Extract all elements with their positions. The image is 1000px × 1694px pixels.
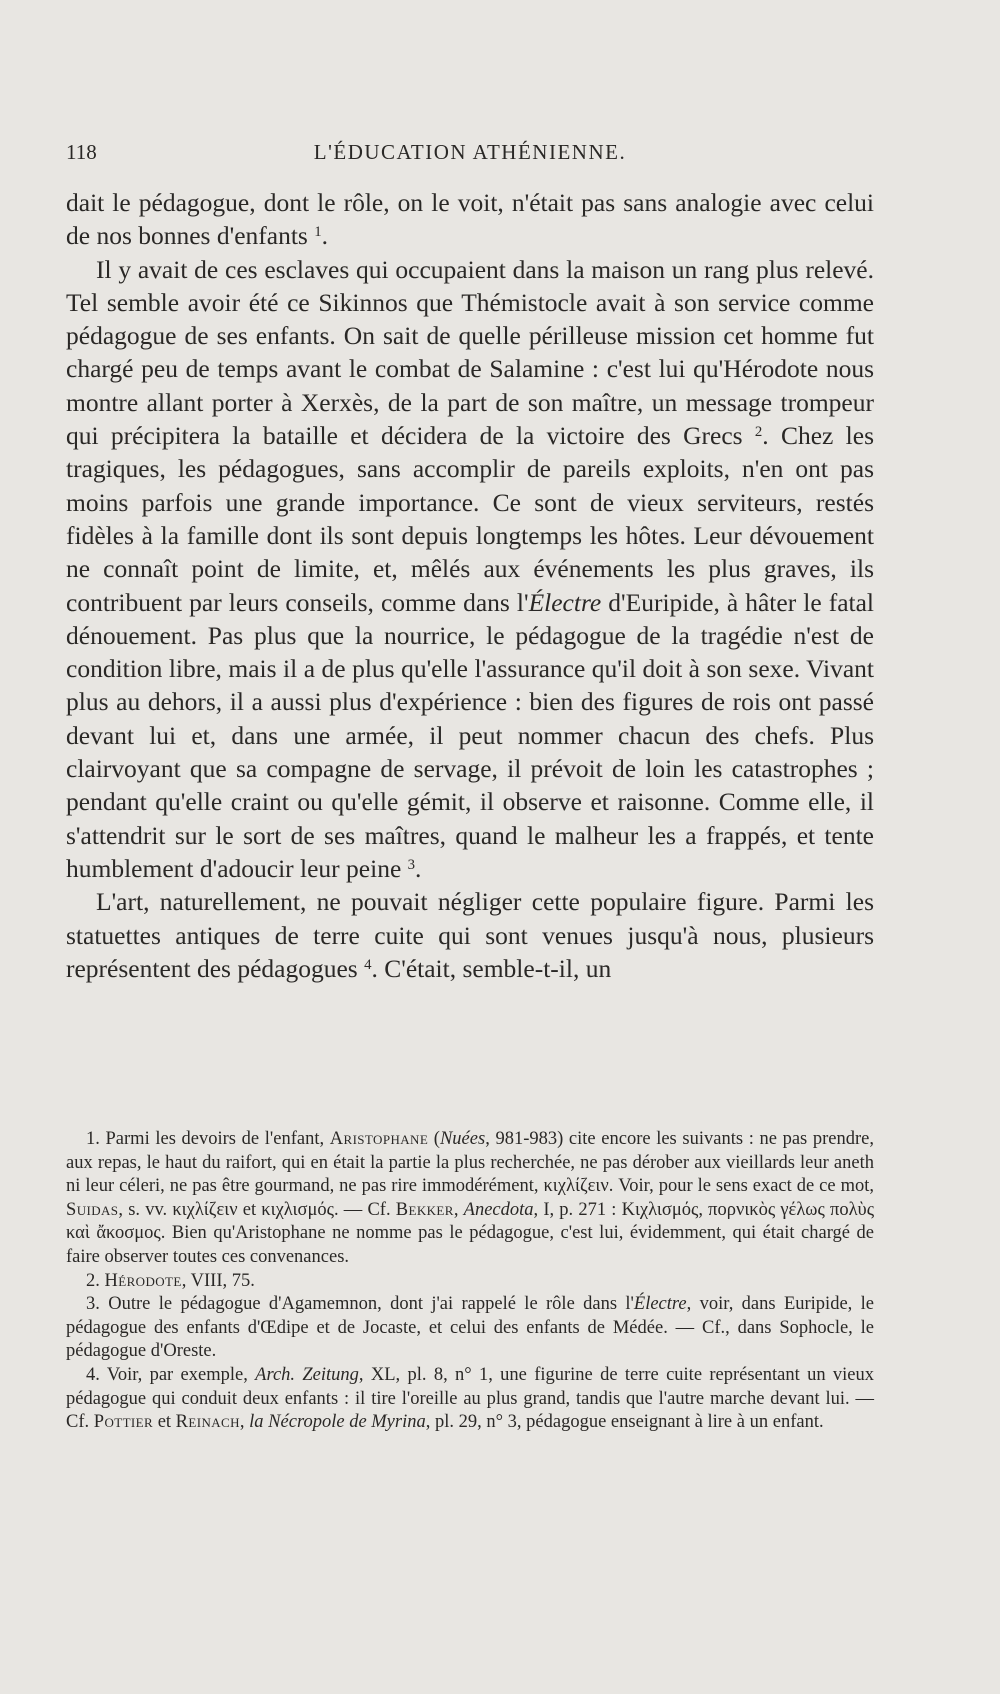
author-name: Reinach: [175, 1412, 240, 1433]
author-name: Hérodote: [104, 1270, 182, 1291]
footnote-ref-2: 2: [754, 423, 763, 440]
main-text: [66, 186, 874, 985]
footnote-number: 2.: [86, 1270, 100, 1291]
footnote-1: 1. Parmi les devoirs de l'enfant, Aristophane (Nuées, 981-983) cite encore les suivants : ne pas prendre, aux repas, le haut du raifort, qui en était la partie la plus recherchée, ne pas dérober aux vieillards leur aneth ni leur céleri, ne pas être gourmand, ne pas rire immodérément, κιχλίζειν. Voir, pour le sens exact de ce mot, Suidas, s. vv. κιχλίζειν et κιχλισμός. — Cf. Bekker, Anecdota, I, p. 271 : Κιχλισμός, πορνικὸς γέλως πολὺς καὶ ἄκοσμος. Bien qu'Aristophane ne nomme pas le pédagogue, c'est lui, évidemment, qui était chargé de faire observer toutes ces convenances.: [66, 1129, 875, 1267]
work-title: Électre: [633, 1294, 687, 1315]
footnote-number: 3.: [86, 1294, 100, 1315]
work-title: Anecdota: [463, 1199, 534, 1220]
author-name: Bekker: [395, 1199, 454, 1220]
author-name: Suidas: [66, 1199, 119, 1220]
work-title: Électre: [528, 587, 602, 617]
footnote-number: 4.: [86, 1364, 100, 1385]
footnotes: [66, 1128, 874, 1435]
footnote-ref-4: 4: [364, 956, 372, 973]
footnote-number: 1.: [86, 1129, 100, 1149]
paragraph-3: L'art, naturellement, ne pouvait négliger cette populaire figure. Parmi les statuettes antiques de terre cuite qui sont venues jusqu'à nous, plusieurs représentent des pédagogues $^4$. C'était, semble-t-il, un: [66, 887, 874, 983]
running-title: L'ÉDUCATION ATHÉNIENNE.: [313, 140, 627, 164]
footnote-ref-1: 1: [314, 224, 322, 241]
page-header: [66, 140, 874, 170]
page-number: 118: [66, 140, 97, 164]
footnote-4: 4. Voir, par exemple, Arch. Zeitung, XL, pl. 8, n° 1, une figurine de terre cuite représentant un vieux pédagogue qui conduit deux enfants : il tire l'oreille au plus grand, tandis que l'autre marche devant lui. — Cf. Pottier et Reinach, la Nécropole de Myrina, pl. 29, n° 3, pédagogue enseignant à lire à un enfant.: [66, 1364, 874, 1433]
footnote-2: 2. Hérodote, VIII, 75.: [86, 1270, 255, 1291]
author-name: Aristophane: [329, 1129, 429, 1149]
work-title: Nuées: [439, 1129, 486, 1149]
paragraph-1: dait le pédagogue, dont le rôle, on le voit, n'était pas sans analogie avec celui de nos bonnes d'enfants $^1$.: [66, 188, 874, 251]
author-name: Pottier: [93, 1412, 154, 1433]
footnote-ref-3: 3: [407, 856, 416, 873]
work-title: la Nécropole de Myrina: [249, 1412, 426, 1433]
footnote-3: 3. Outre le pédagogue d'Agamemnon, dont j'ai rappelé le rôle dans l'Électre, voir, dans Euripide, le pédagogue des enfants d'Œdipe et de Jocaste, et celui des enfants de Médée. — Cf., dans Sophocle, le pédagogue d'Oreste.: [66, 1294, 874, 1362]
work-title: Arch. Zeitung: [255, 1364, 359, 1385]
paragraph-2: Il y avait de ces esclaves qui occupaient dans la maison un rang plus relevé. Tel semble avoir été ce Sikinnos que Thémistocle avait à son service comme pédagogue de ses enfants. On sait de quelle périlleuse mission cet homme fut chargé peu de temps avant le combat de Salamine : c'est lui qu'Hérodote nous montre allant porter à Xerxès, de la part de son maître, un message trompeur qui précipitera la bataille et décidera de la victoire des Grecs $^2$. Chez les tragiques, les pédagogues, sans accomplir de pareils exploits, n'en ont pas moins parfois une grande importance. Ce sont de vieux serviteurs, restés fidèles à la famille dont ils sont depuis longtemps les hôtes. Leur dévouement ne connaît point de limite, et, mêlés aux événements les plus graves, ils contribuent par leurs conseils, comme dans l'Électre d'Euripide, à hâter le fatal dénouement. Pas plus que la nourrice, le pédagogue de la tragédie n'est de condition libre, mais il a de plus qu'elle l'assurance qu'il doit à son sexe. Vivant plus au dehors, il a aussi plus d'expérience : bien des figures de rois ont passé devant lui et, dans une armée, il peut nommer chacun des chefs. Plus clairvoyant que sa compagne de servage, il prévoit de loin les catastrophes ; pendant qu'elle craint ou qu'elle gémit, il observe et raisonne. Comme elle, il s'attendrit sur le sort de ses maîtres, quand le malheur les a frappés, et tente humblement d'adoucir leur peine $^3$.: [66, 254, 874, 883]
